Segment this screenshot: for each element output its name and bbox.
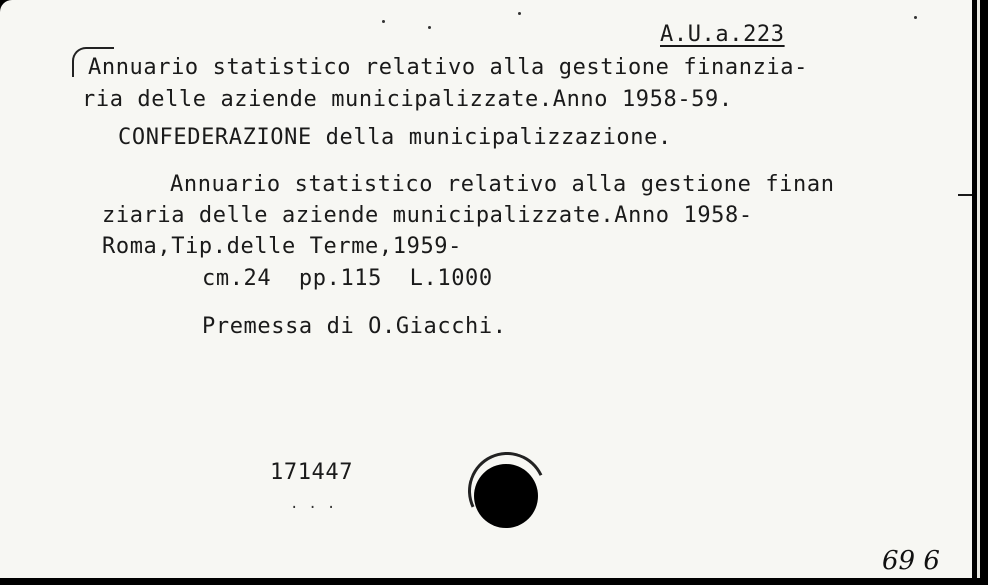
title-line-2: ziaria delle aziende municipalizzate.Anno 1958- — [102, 203, 753, 228]
collation-line: cm.24 pp.115 L.1000 — [202, 266, 493, 291]
handwritten-number: 69 6 — [882, 546, 940, 576]
heading-line-2: ria delle aziende municipalizzate.Anno 1958-59. — [82, 87, 733, 112]
hole-circle — [474, 464, 538, 528]
dotted-mark: ··· — [290, 500, 346, 516]
edge-stripe — [977, 0, 980, 585]
card-edge-bottom — [0, 578, 988, 585]
speck — [428, 26, 431, 29]
author-line: CONFEDERAZIONE della municipalizzazione. — [118, 125, 672, 150]
punch-hole — [468, 452, 544, 528]
speck — [382, 20, 385, 23]
heading-line-1: Annuario statistico relativo alla gestione finanzia- — [88, 55, 808, 80]
hyphen-mark — [958, 194, 972, 196]
note-line: Premessa di O.Giacchi. — [202, 314, 507, 339]
title-line-1: Annuario statistico relativo alla gestione finan — [170, 172, 835, 197]
imprint-line: Roma,Tip.delle Terme,1959- — [102, 234, 462, 259]
accession-number: 171447 — [270, 460, 354, 485]
call-number: A.U.a.223 — [660, 22, 785, 47]
card-edge-right — [972, 0, 988, 585]
speck — [518, 12, 521, 15]
speck — [914, 16, 917, 19]
